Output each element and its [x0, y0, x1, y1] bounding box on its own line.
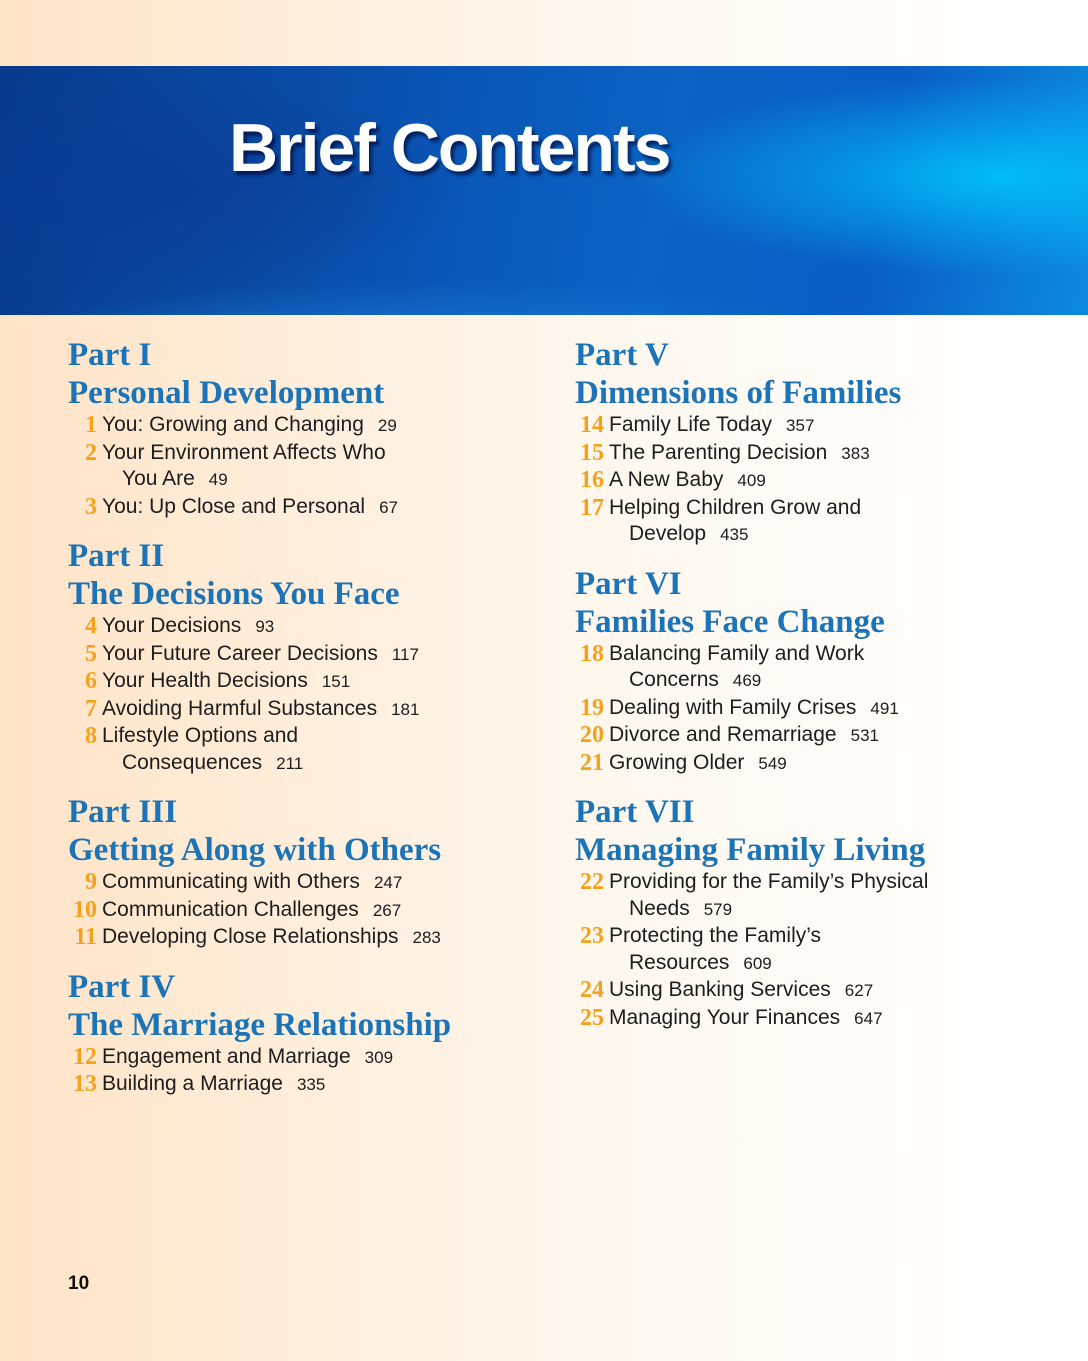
chapter-entry[interactable]	[575, 440, 1055, 468]
chapter-entry[interactable]	[575, 641, 1055, 695]
chapter-page-number: 549	[758, 753, 787, 773]
part-heading	[575, 793, 1055, 869]
chapter-entry[interactable]	[68, 723, 528, 777]
chapter-entry[interactable]	[68, 494, 528, 522]
chapter-number: 14	[580, 412, 604, 438]
chapter-number: 17	[580, 494, 604, 521]
chapter-title: Engagement and Marriage	[102, 1044, 351, 1068]
chapter-number: 7	[85, 695, 97, 722]
part-title: Managing Family Living	[575, 832, 926, 868]
chapter-title-block	[604, 722, 879, 750]
chapter-entry[interactable]	[575, 495, 1055, 549]
chapter-title-block	[97, 1044, 393, 1072]
part-heading	[68, 968, 528, 1044]
chapter-title: Your Future Career Decisions	[102, 641, 378, 665]
chapter-title-block	[97, 869, 402, 897]
chapter-title-block	[604, 495, 861, 549]
part-heading	[575, 565, 1055, 641]
chapter-title-block	[97, 723, 303, 777]
chapter-number: 9	[85, 869, 97, 895]
chapter-list	[575, 641, 1055, 778]
chapter-title-block	[97, 1071, 325, 1099]
chapter-title-block	[97, 440, 386, 494]
chapter-title-block	[97, 494, 398, 522]
chapter-number: 16	[580, 467, 604, 493]
chapter-title: Balancing Family and Work	[609, 641, 865, 665]
chapter-page-number: 409	[737, 471, 766, 490]
contents-left-column	[68, 336, 528, 1115]
chapter-number: 2	[85, 439, 97, 466]
chapter-title: Communicating with Others	[102, 870, 360, 893]
chapter-entry[interactable]	[575, 923, 1055, 977]
chapter-entry[interactable]	[68, 897, 528, 925]
chapter-page-number: 609	[743, 953, 772, 973]
chapter-number: 11	[74, 924, 97, 950]
chapter-entry[interactable]	[575, 412, 1055, 440]
chapter-title: Providing for the Family’s Physical	[609, 870, 929, 893]
chapter-number: 5	[85, 640, 97, 667]
chapter-number: 22	[580, 869, 604, 895]
chapter-entry[interactable]	[68, 668, 528, 696]
chapter-number: 1	[85, 412, 97, 438]
chapter-entry[interactable]	[68, 924, 528, 952]
chapter-entry[interactable]	[575, 977, 1055, 1005]
chapter-title: Building a Marriage	[102, 1072, 283, 1095]
chapter-page-number: 335	[296, 1075, 326, 1094]
chapter-page-number: 117	[391, 644, 419, 664]
chapter-title-block	[604, 977, 873, 1005]
chapter-title-block	[97, 412, 397, 440]
chapter-page-number: 491	[870, 698, 899, 718]
part-label: Part I	[68, 337, 152, 373]
chapter-entry[interactable]	[68, 1044, 528, 1072]
part-title: Getting Along with Others	[68, 832, 442, 868]
chapter-entry[interactable]	[575, 722, 1055, 750]
chapter-entry[interactable]	[575, 869, 1055, 923]
chapter-entry[interactable]	[575, 1005, 1055, 1033]
chapter-page-number: 357	[786, 416, 815, 435]
chapter-entry[interactable]	[68, 1071, 528, 1099]
chapter-title-continued	[609, 950, 821, 978]
chapter-title: Your Health Decisions	[102, 669, 308, 692]
part-heading	[68, 793, 528, 869]
chapter-number: 13	[73, 1071, 97, 1097]
part-section	[68, 968, 528, 1099]
part-title: Dimensions of Families	[575, 375, 902, 411]
chapter-title-block	[97, 641, 419, 669]
chapter-title-block	[97, 897, 401, 925]
page-number: 10	[68, 1273, 90, 1294]
chapter-number: 23	[580, 923, 604, 949]
chapter-title-block	[604, 750, 787, 778]
chapter-title-block	[97, 924, 441, 952]
part-heading	[68, 537, 528, 613]
part-title: The Marriage Relationship	[68, 1006, 452, 1043]
chapter-page-number: 309	[364, 1047, 394, 1067]
chapter-list	[575, 412, 1055, 549]
chapter-title: Developing Close Relationships	[102, 925, 399, 948]
chapter-title-block	[97, 613, 274, 641]
chapter-page-number: 435	[720, 525, 749, 544]
contents-right-column	[575, 336, 1055, 1048]
part-label: Part IV	[68, 968, 176, 1005]
chapter-title-block	[604, 923, 821, 977]
chapter-title-block	[97, 668, 350, 696]
chapter-number: 24	[580, 977, 604, 1003]
chapter-list	[575, 869, 1055, 1032]
chapter-title-block	[604, 695, 899, 723]
chapter-number: 12	[73, 1043, 97, 1070]
chapter-number: 21	[580, 749, 604, 776]
chapter-page-number: 49	[208, 470, 228, 489]
chapter-page-number: 283	[412, 928, 441, 947]
chapter-title: Using Banking Services	[609, 978, 831, 1001]
chapter-page-number: 647	[854, 1008, 883, 1028]
chapter-number: 4	[85, 613, 97, 639]
page-title: Brief Contents	[229, 110, 670, 186]
chapter-title: Managing Your Finances	[609, 1005, 841, 1029]
chapter-number: 15	[580, 439, 604, 466]
chapter-title: Helping Children Grow and	[609, 495, 862, 519]
chapter-page-number: 211	[276, 753, 304, 773]
chapter-entry[interactable]	[68, 696, 528, 724]
chapter-page-number: 627	[844, 981, 874, 1000]
chapter-title-block	[604, 1005, 883, 1033]
part-title: Personal Development	[68, 375, 385, 411]
chapter-entry[interactable]	[575, 467, 1055, 495]
chapter-number: 8	[85, 723, 97, 749]
chapter-page-number: 531	[850, 726, 879, 745]
chapter-page-number: 151	[321, 672, 351, 691]
part-section	[575, 336, 1055, 549]
chapter-entry[interactable]	[68, 440, 528, 494]
part-label: Part VI	[575, 565, 682, 602]
chapter-title: Lifestyle Options and	[102, 724, 299, 747]
chapter-entry[interactable]	[68, 613, 528, 641]
chapter-title: You: Growing and Changing	[102, 413, 364, 436]
chapter-title-continued	[102, 750, 303, 778]
chapter-page-number: 29	[377, 416, 397, 435]
part-section	[68, 336, 528, 521]
chapter-page-number: 267	[372, 900, 402, 920]
chapter-entry[interactable]	[575, 750, 1055, 778]
chapter-list	[68, 412, 528, 521]
chapter-entry[interactable]	[68, 641, 528, 669]
chapter-title-line2: Resources	[629, 950, 730, 974]
chapter-number: 10	[73, 896, 97, 923]
chapter-title-block	[604, 440, 870, 468]
part-label: Part VII	[575, 794, 695, 830]
part-heading	[68, 336, 528, 412]
chapter-list	[68, 869, 528, 952]
chapter-title-line2: Concerns	[629, 668, 719, 691]
part-title: Families Face Change	[575, 603, 885, 640]
chapter-number: 3	[85, 493, 97, 520]
chapter-title-block	[604, 467, 766, 495]
part-section	[575, 565, 1055, 778]
part-label: Part II	[68, 538, 165, 574]
chapter-title: The Parenting Decision	[609, 440, 828, 464]
chapter-title: Divorce and Remarriage	[609, 723, 837, 746]
part-heading	[575, 336, 1055, 412]
chapter-page-number: 469	[732, 671, 762, 690]
chapter-title: Protecting the Family’s	[609, 924, 822, 947]
chapter-title-continued	[609, 667, 864, 695]
chapter-title: Dealing with Family Crises	[609, 695, 857, 719]
chapter-page-number: 247	[373, 873, 403, 892]
chapter-title-block	[97, 696, 419, 724]
chapter-title-continued	[102, 466, 386, 494]
chapter-title-line2: Develop	[629, 522, 707, 545]
chapter-title-line2: Consequences	[122, 750, 263, 774]
chapter-entry[interactable]	[68, 412, 528, 440]
part-section	[575, 793, 1055, 1032]
chapter-title-block	[604, 412, 814, 440]
chapter-title-line2: You Are	[122, 467, 195, 490]
part-label: Part III	[68, 794, 178, 830]
chapter-number: 6	[85, 668, 97, 694]
chapter-number: 20	[580, 722, 604, 748]
chapter-title-block	[604, 869, 928, 923]
chapter-page-number: 93	[255, 617, 275, 636]
chapter-number: 19	[580, 694, 604, 721]
chapter-number: 18	[580, 640, 604, 667]
chapter-page-number: 579	[703, 899, 733, 919]
chapter-entry[interactable]	[575, 695, 1055, 723]
chapter-title: Growing Older	[609, 750, 745, 774]
chapter-title: Your Decisions	[102, 614, 242, 637]
chapter-title-line2: Needs	[629, 896, 690, 920]
chapter-number: 25	[580, 1004, 604, 1031]
chapter-list	[68, 1044, 528, 1099]
chapter-list	[68, 613, 528, 777]
chapter-title: Your Environment Affects Who	[102, 440, 386, 464]
part-title: The Decisions You Face	[68, 576, 400, 612]
chapter-title: Avoiding Harmful Substances	[102, 696, 378, 720]
title-banner	[0, 66, 1088, 315]
chapter-title-block	[604, 641, 864, 695]
chapter-page-number: 383	[841, 443, 870, 463]
chapter-title: Communication Challenges	[102, 897, 359, 921]
chapter-title-continued	[609, 521, 861, 549]
part-label: Part V	[575, 337, 669, 373]
chapter-page-number: 181	[391, 699, 420, 719]
chapter-title: Family Life Today	[609, 413, 773, 436]
part-section	[68, 793, 528, 952]
chapter-page-number: 67	[379, 497, 398, 517]
chapter-entry[interactable]	[68, 869, 528, 897]
chapter-title: A New Baby	[609, 468, 724, 491]
part-section	[68, 537, 528, 777]
chapter-title-continued	[609, 896, 928, 924]
chapter-title: You: Up Close and Personal	[102, 494, 366, 518]
